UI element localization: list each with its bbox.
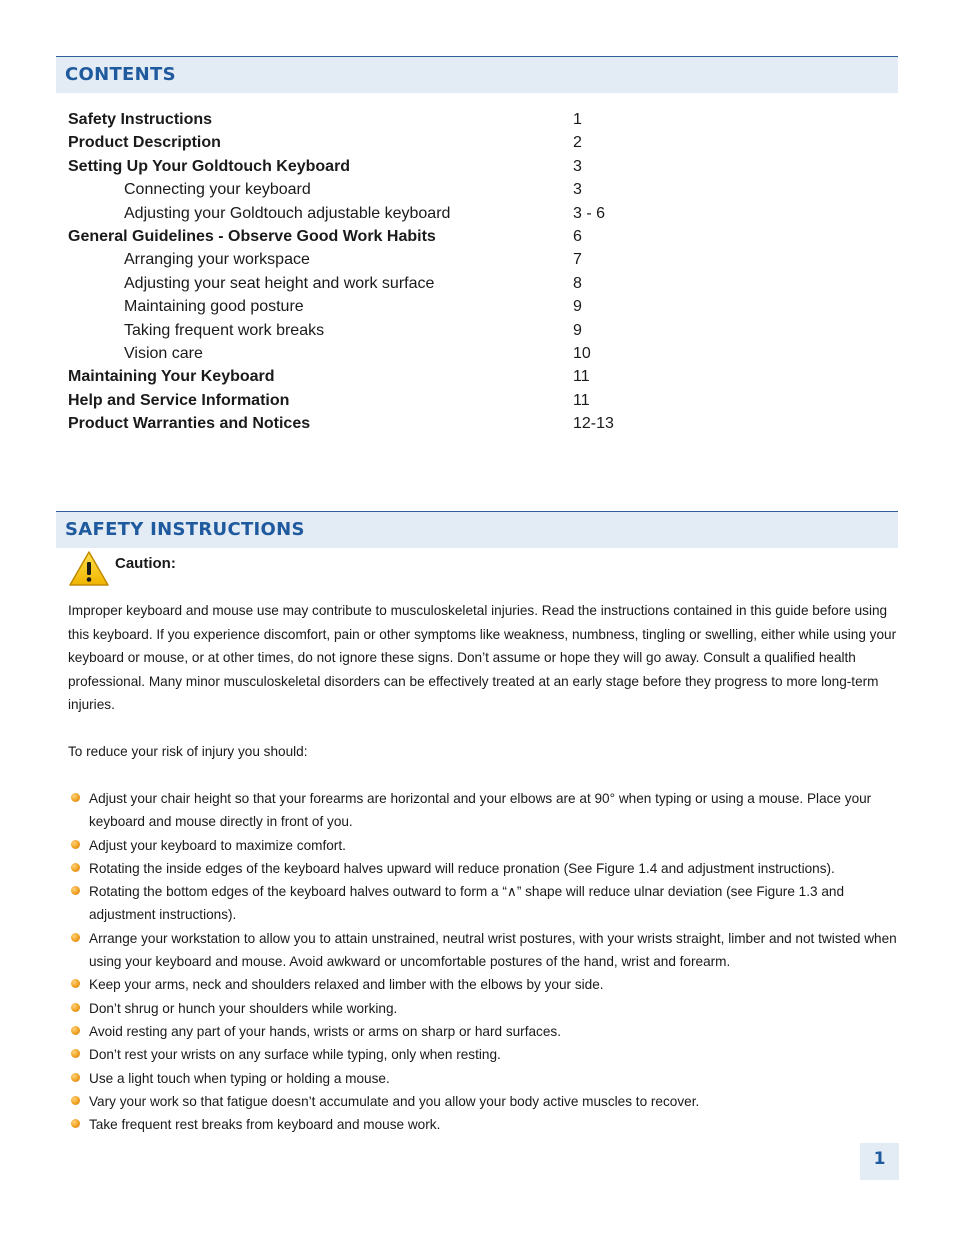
safety-bullet-item bbox=[70, 1090, 900, 1113]
toc-entry[interactable] bbox=[68, 342, 768, 365]
safety-bullet-text: Vary your work so that fatigue doesn’t accumulate and you allow your body active muscles to recover. bbox=[89, 1093, 700, 1109]
toc-entry-page: 3 bbox=[573, 181, 582, 199]
safety-header-bar bbox=[56, 511, 898, 548]
safety-bullet-item bbox=[70, 927, 900, 974]
safety-bullet-item bbox=[70, 1020, 900, 1043]
toc-entry-label: Product Description bbox=[68, 134, 221, 152]
safety-bullet-text: Don’t rest your wrists on any surface while typing, only when resting. bbox=[89, 1047, 501, 1063]
safety-lead-in: To reduce your risk of injury you should: bbox=[68, 744, 308, 759]
toc-entry-label: Taking frequent work breaks bbox=[124, 321, 325, 339]
safety-bullet-item bbox=[70, 1113, 900, 1136]
safety-bullet-item bbox=[70, 1043, 900, 1066]
toc-entry-label: Arranging your workspace bbox=[124, 251, 310, 269]
safety-bullet-item bbox=[70, 1067, 900, 1090]
orange-dot-icon bbox=[71, 1119, 80, 1128]
contents-title: CONTENTS bbox=[65, 64, 176, 85]
safety-bullet-item bbox=[70, 997, 900, 1020]
toc-entry-label: Adjusting your seat height and work surface bbox=[124, 274, 435, 292]
toc-entry-label: Maintaining good posture bbox=[124, 298, 304, 316]
safety-bullet-text: Use a light touch when typing or holding a mouse. bbox=[89, 1070, 390, 1086]
toc-entry-page: 2 bbox=[573, 134, 582, 152]
caution-label: Caution: bbox=[115, 555, 176, 572]
toc-entry-label: Maintaining Your Keyboard bbox=[68, 368, 275, 386]
safety-bullet-text: Avoid resting any part of your hands, wrists or arms on sharp or hard surfaces. bbox=[89, 1023, 561, 1039]
toc-entry-page: 6 bbox=[573, 227, 582, 245]
orange-dot-icon bbox=[71, 1049, 80, 1058]
orange-dot-icon bbox=[71, 1026, 80, 1035]
toc-entry[interactable] bbox=[68, 178, 768, 201]
toc-entry-page: 11 bbox=[573, 368, 590, 386]
safety-title: SAFETY INSTRUCTIONS bbox=[65, 519, 305, 540]
safety-bullet-text: Rotating the bottom edges of the keyboard halves outward to form a “∧” shape will reduce ulnar deviation (see Figure 1.3 and adjustment instructions). bbox=[89, 884, 845, 923]
toc-entry-page: 3 - 6 bbox=[573, 204, 606, 222]
toc-entry-label: General Guidelines - Observe Good Work Habits bbox=[68, 227, 436, 245]
safety-bullet-text: Rotating the inside edges of the keyboard halves upward will reduce pronation (See Figure 1.4 and adjustment instructions). bbox=[89, 860, 835, 876]
toc-entry[interactable] bbox=[68, 389, 768, 412]
toc-entry[interactable] bbox=[68, 295, 768, 318]
toc-entry-page: 10 bbox=[573, 344, 591, 362]
toc-entry-page: 7 bbox=[573, 251, 582, 269]
toc-entry[interactable] bbox=[68, 131, 768, 154]
safety-bullet-text: Don’t shrug or hunch your shoulders while working. bbox=[89, 1000, 398, 1016]
orange-dot-icon bbox=[71, 1073, 80, 1082]
orange-dot-icon bbox=[71, 1096, 80, 1105]
warning-triangle-icon bbox=[68, 550, 110, 587]
orange-dot-icon bbox=[71, 793, 80, 802]
toc-entry[interactable] bbox=[68, 225, 768, 248]
safety-bullet-item bbox=[70, 973, 900, 996]
toc-entry[interactable] bbox=[68, 248, 768, 271]
contents-header-bar bbox=[56, 56, 898, 93]
safety-bullet-item bbox=[70, 787, 900, 834]
safety-intro-paragraph: Improper keyboard and mouse use may contribute to musculoskeletal injuries. Read the instructions contained in this guide before using this keyboard. If you experience discomfort, pain or other symptoms like weakness, numbness, tingling or swelling, either while using your keyboard or mouse, or at other times, do not ignore these signs. Don’t assume or hope they will go away. Consult a qualified health professional. Many minor musculoskeletal disorders can be effectively treated at an early stage before they progress to more long-term injuries. bbox=[68, 603, 897, 712]
toc-entry[interactable] bbox=[68, 155, 768, 178]
safety-bullet-text: Keep your arms, neck and shoulders relaxed and limber with the elbows by your side. bbox=[89, 977, 604, 993]
safety-bullet-text: Adjust your chair height so that your forearms are horizontal and your elbows are at 90° when typing or using a mouse. Place your keyboard and mouse directly in front of you. bbox=[89, 791, 872, 830]
safety-bullet-list bbox=[70, 787, 900, 1136]
toc-entry-label: Safety Instructions bbox=[68, 111, 213, 128]
toc-entry-page: 9 bbox=[573, 298, 582, 316]
toc-entry-page: 11 bbox=[573, 391, 590, 409]
safety-bullet-item bbox=[70, 880, 900, 927]
toc-entry-label: Setting Up Your Goldtouch Keyboard bbox=[68, 157, 351, 175]
page-number: 1 bbox=[873, 1149, 886, 1169]
toc-entry-page: 9 bbox=[573, 321, 582, 339]
toc-entry[interactable] bbox=[68, 108, 768, 131]
safety-bullet-item bbox=[70, 857, 900, 880]
toc-entry[interactable] bbox=[68, 202, 768, 225]
toc-entry-page: 1 bbox=[573, 111, 582, 128]
orange-dot-icon bbox=[71, 1003, 80, 1012]
orange-dot-icon bbox=[71, 979, 80, 988]
toc-entry[interactable] bbox=[68, 272, 768, 295]
toc-entry-label: Vision care bbox=[124, 344, 203, 362]
toc-entry-label: Connecting your keyboard bbox=[124, 181, 311, 199]
toc-entry-label: Adjusting your Goldtouch adjustable keyboard bbox=[124, 204, 451, 222]
toc-entry-label: Help and Service Information bbox=[68, 391, 290, 409]
toc-entry-label: Product Warranties and Notices bbox=[68, 415, 311, 433]
safety-bullet-text: Take frequent rest breaks from keyboard and mouse work. bbox=[89, 1117, 441, 1133]
toc-entry-page: 12-13 bbox=[573, 415, 614, 433]
safety-bullet-text: Arrange your workstation to allow you to attain unstrained, neutral wrist postures, with your wrists straight, limber and not twisted when using your keyboard and mouse. Avoid awkward or uncomfortable postures of the hand, wrist and forearm. bbox=[89, 930, 897, 970]
table-of-contents bbox=[68, 108, 768, 435]
toc-entry[interactable] bbox=[68, 319, 768, 342]
orange-dot-icon bbox=[71, 933, 80, 942]
orange-dot-icon bbox=[71, 840, 80, 849]
toc-entry[interactable] bbox=[68, 412, 768, 435]
toc-entry[interactable] bbox=[68, 365, 768, 388]
safety-bullet-item bbox=[70, 834, 900, 857]
page-number-box bbox=[860, 1143, 899, 1180]
toc-entry-page: 8 bbox=[573, 274, 582, 292]
toc-entry-page: 3 bbox=[573, 157, 582, 175]
orange-dot-icon bbox=[71, 863, 80, 872]
safety-bullet-text: Adjust your keyboard to maximize comfort. bbox=[89, 837, 346, 853]
orange-dot-icon bbox=[71, 886, 80, 895]
